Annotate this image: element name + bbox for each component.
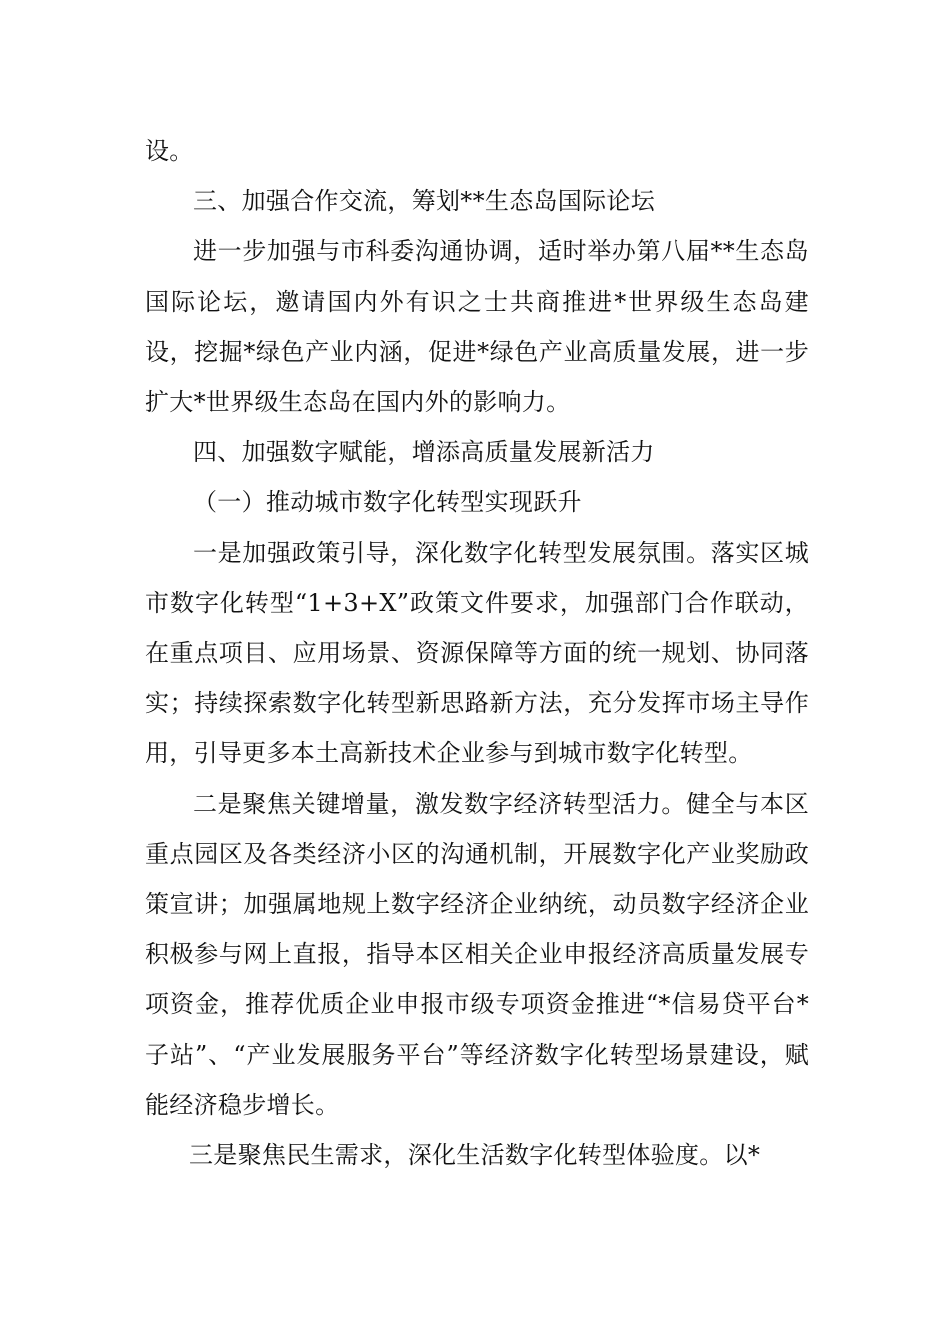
section-heading-3: 三、加强合作交流，筹划**生态岛国际论坛	[193, 187, 655, 216]
paragraph-livelihood: 三是聚焦民生需求，深化生活数字化转型体验度。以*	[189, 1141, 761, 1170]
paragraph-forum: 进一步加强与市科委沟通协调，适时举办第八届**生态岛国际论坛，邀请国内外有识之士共商推进*世界级生态岛建设，挖掘*绿色产业内涵，促进*绿色产业高质量发展，进一步扩大*世界级生态岛在国内外的影响力。	[145, 237, 809, 417]
paragraph-policy: 一是加强政策引导，深化数字化转型发展氛围。落实区城市数字化转型“1+3+X”政策文件要求，加强部门合作联动，在重点项目、应用场景、资源保障等方面的统一规划、协同落实；持续探索数字化转型新思路新方法，充分发挥市场主导作用，引导更多本土高新技术企业参与到城市数字化转型。	[145, 538, 809, 768]
subsection-heading-1: （一）推动城市数字化转型实现跃升	[193, 488, 582, 517]
document-body	[145, 126, 809, 1180]
paragraph-economy: 二是聚焦关键增量，激发数字经济转型活力。健全与本区重点园区及各类经济小区的沟通机制，开展数字化产业奖励政策宣讲；加强属地规上数字经济企业纳统，动员数字经济企业积极参与网上直报，指导本区相关企业申报经济高质量发展专项资金，推荐优质企业申报市级专项资金推进“*信易贷平台*子站”、“产业发展服务平台”等经济数字化转型场景建设，赋能经济稳步增长。	[145, 789, 809, 1119]
section-heading-4: 四、加强数字赋能，增添高质量发展新活力	[193, 438, 655, 467]
paragraph-continuation: 设。	[145, 137, 194, 165]
